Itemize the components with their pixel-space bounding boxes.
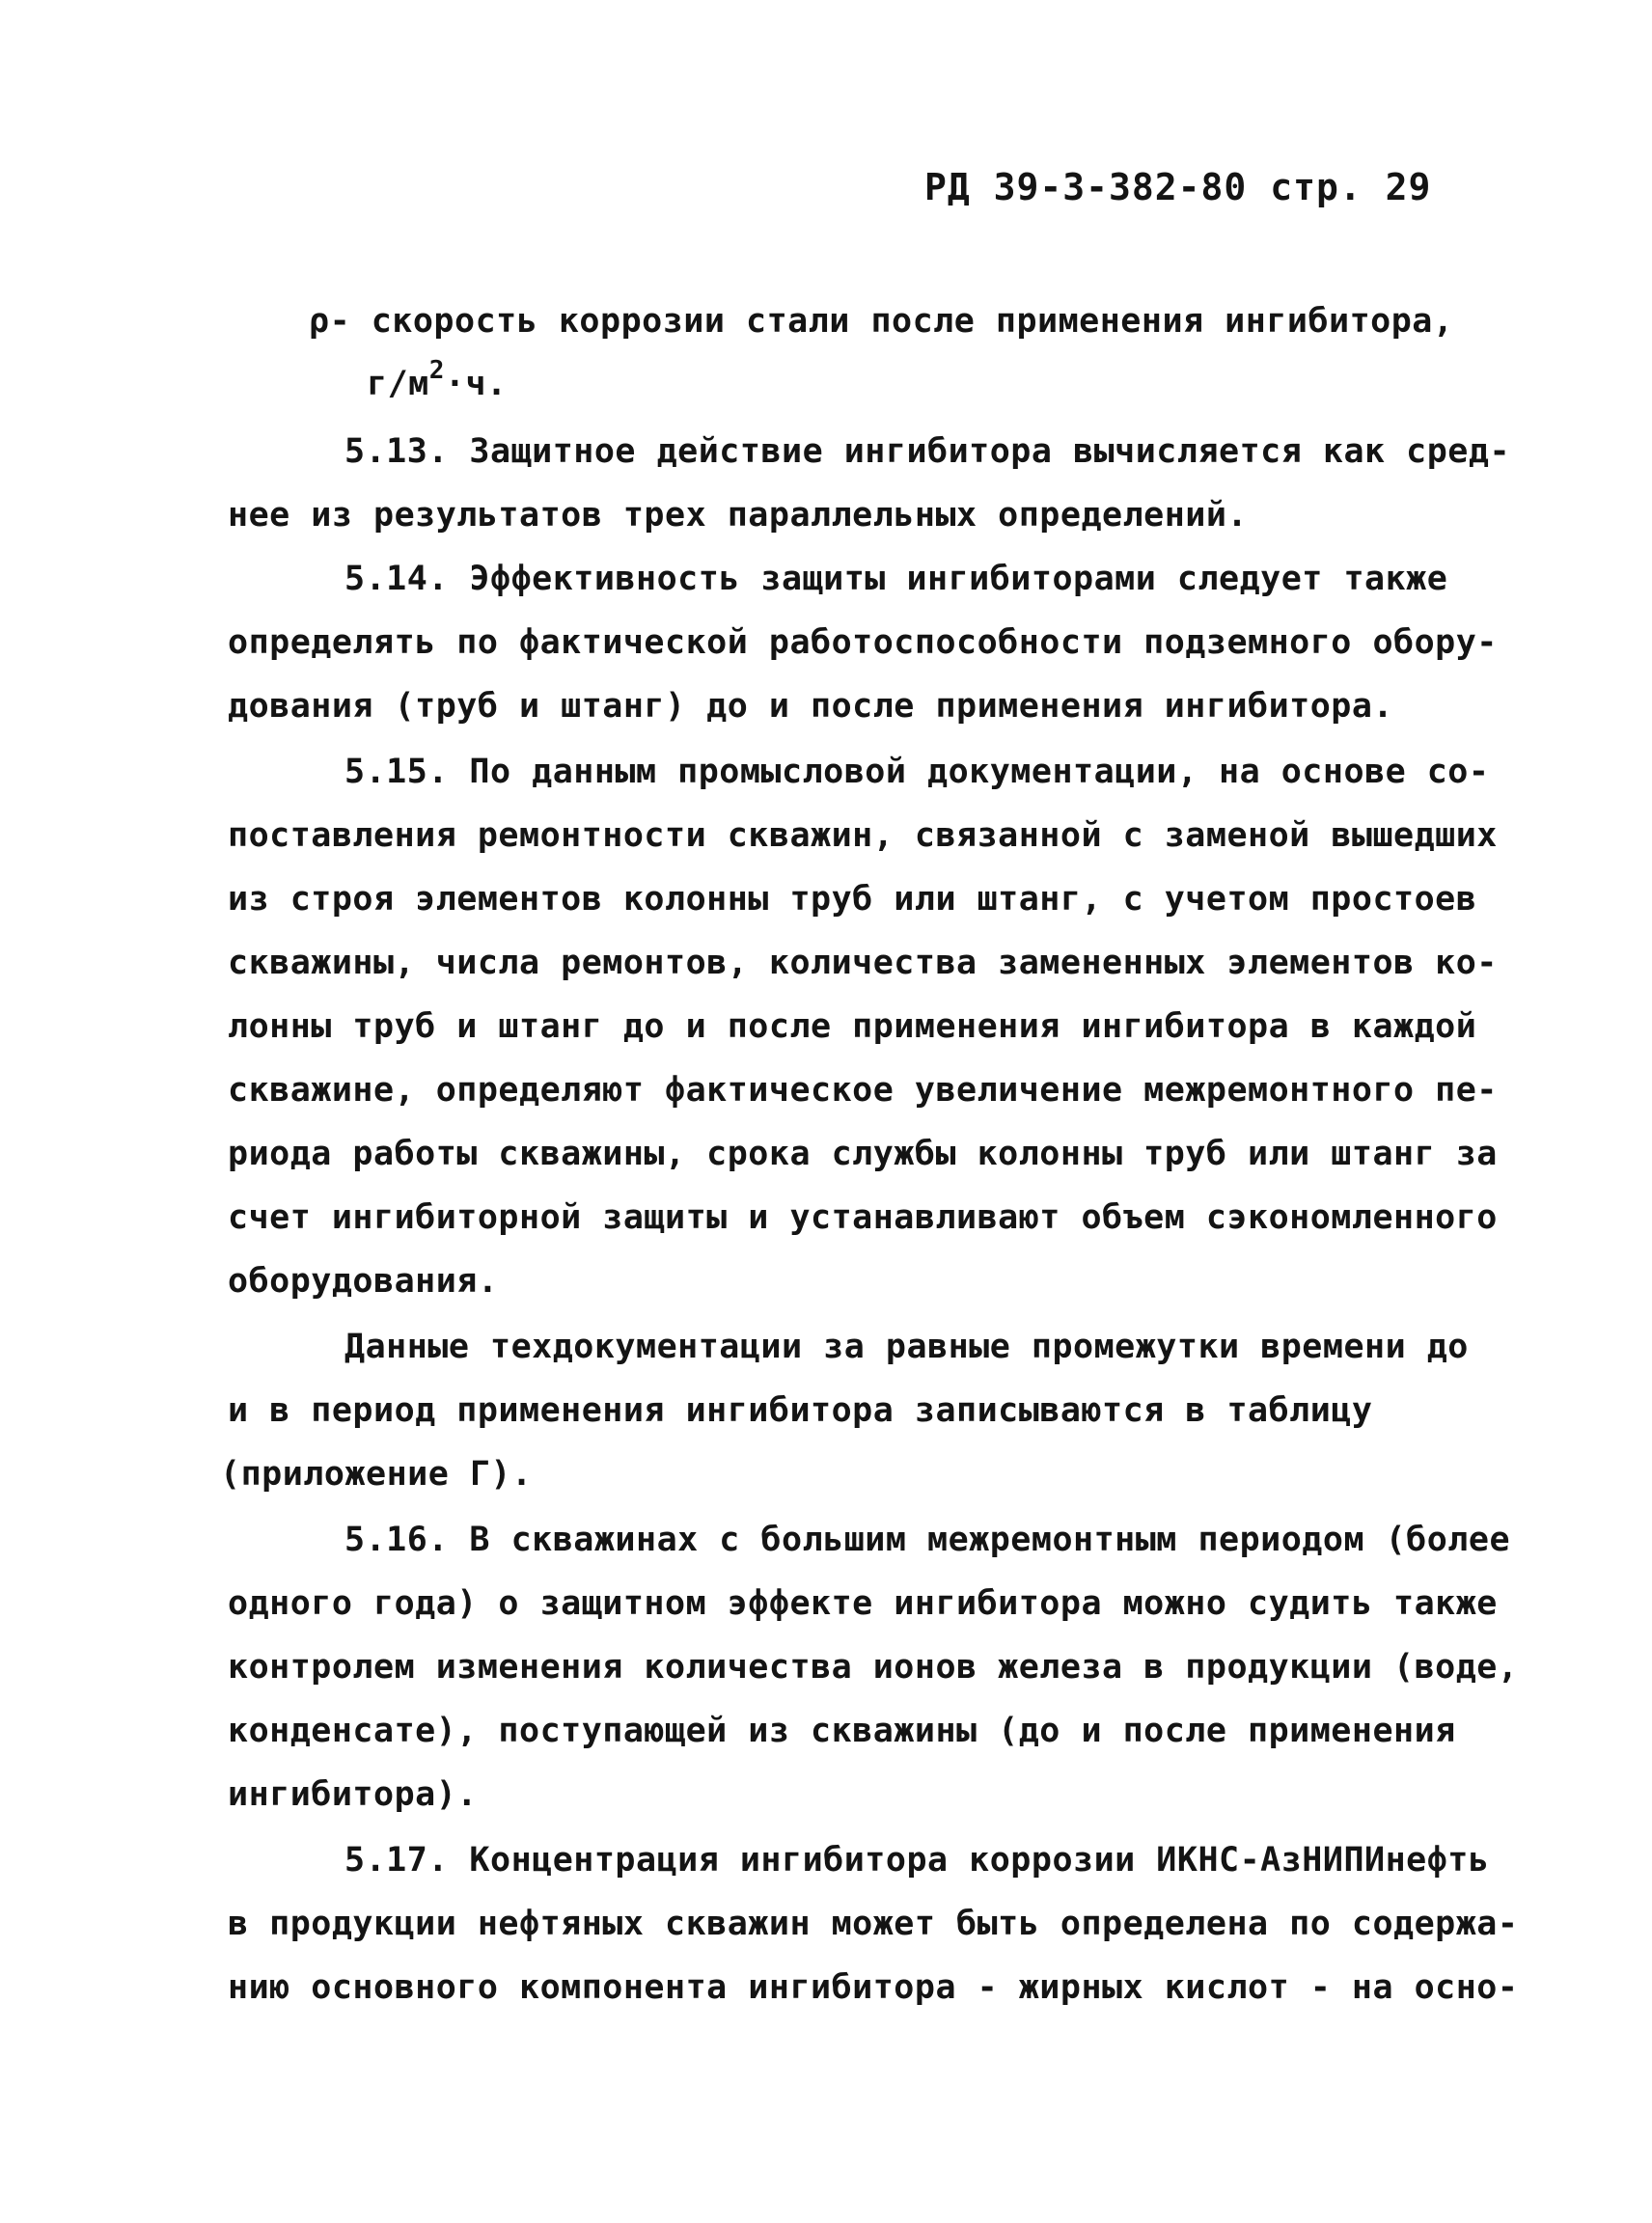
page-number: стр. 29 <box>1270 166 1432 208</box>
text-line-units <box>367 356 508 403</box>
page-header <box>924 166 1431 208</box>
text-line: 5.17. Концентрация ингибитора коррозии ИКНС-АзНИПИнефть <box>344 1841 1490 1880</box>
text-line: скважины, числа ремонтов, количества замененных элементов ко- <box>228 944 1498 982</box>
text-line: и в период применения ингибитора записываются в таблицу <box>228 1391 1373 1430</box>
text-line: 5.15. По данным промысловой документации, на основе со- <box>344 753 1490 791</box>
text-line: лонны труб и штанг до и после применения ингибитора в каждой <box>228 1007 1477 1046</box>
text-line: в продукции нефтяных скважин может быть определена по содержа- <box>228 1905 1519 1943</box>
unit-exponent: 2 <box>428 356 445 386</box>
text-line: нее из результатов трех параллельных определений. <box>228 496 1249 535</box>
text-line: конденсате), поступающей из скважины (до и после применения <box>228 1712 1456 1750</box>
text-line: риода работы скважины, срока службы колонны труб или штанг за <box>228 1135 1498 1173</box>
text-line: дования (труб и штанг) до и после применения ингибитора. <box>228 687 1394 726</box>
text-line: 5.14. Эффективность защиты ингибиторами следует также <box>344 560 1448 598</box>
text-line: 5.13. Защитное действие ингибитора вычисляется как сред- <box>344 432 1511 471</box>
text-line: ингибитора). <box>228 1775 478 1814</box>
text-line: контролем изменения количества ионов железа в продукции (воде, <box>228 1648 1519 1687</box>
text-line: определять по фактической работоспособности подземного обору- <box>228 623 1498 662</box>
text-line: нию основного компонента ингибитора - жирных кислот - на осно- <box>228 1968 1519 2007</box>
text-line: счет ингибиторной защиты и устанавливают объем сэкономленного <box>228 1198 1498 1237</box>
text-line: оборудования. <box>228 1262 499 1301</box>
unit-base: г/м <box>367 365 429 403</box>
text-line: (приложение Г). <box>220 1455 533 1494</box>
text-line: Данные техдокументации за равные промежутки времени до <box>344 1328 1469 1366</box>
document-code: РД 39-3-382-80 <box>924 166 1248 208</box>
text-line: одного года) о защитном эффекте ингибитора можно судить также <box>228 1584 1498 1623</box>
text-line: поставления ремонтности скважин, связанной с заменой вышедших <box>228 816 1498 855</box>
text-line: ρ- скорость коррозии стали после применения ингибитора, <box>309 302 1454 341</box>
text-line: скважине, определяют фактическое увеличение межремонтного пе- <box>228 1071 1498 1110</box>
unit-tail: ·ч. <box>444 365 508 403</box>
text-line: из строя элементов колонны труб или штанг, с учетом простоев <box>228 880 1477 919</box>
text-line: 5.16. В скважинах с большим межремонтным периодом (более <box>344 1521 1511 1559</box>
